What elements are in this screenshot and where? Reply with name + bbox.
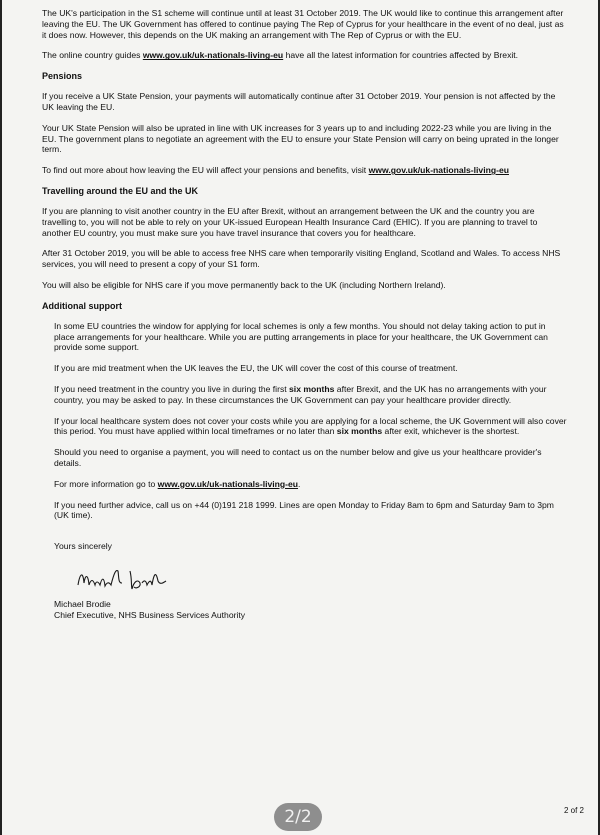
support-paragraph-6 xyxy=(54,479,568,490)
support-paragraph-1: In some EU countries the window for applying for local schemes is only a few months. You should not delay taking action to put in place arrangements for your healthcare. While you are putting arrangements in place for your healthcare, the UK Government can provide some support. xyxy=(54,320,548,353)
signoff: Yours sincerely xyxy=(54,541,112,552)
travel-paragraph-2: After 31 October 2019, you will be able to access free NHS care when temporarily visiting England, Scotland and Wales. To access NHS services, you will need to present a copy of your S1 form. xyxy=(42,248,561,270)
text: have all the latest information for countries affected by Brexit. xyxy=(283,50,519,61)
support-paragraph-7: If you need further advice, call us on +44 (0)191 218 1999. Lines are open Monday to Friday 8am to 6pm and Saturday 9am to 3pm (UK time). xyxy=(54,499,554,521)
text: after Brexit, and the UK has no arrangements with your country, you may be asked to pay. In these circumstances the UK Government can pay your healthcare provider directly. xyxy=(54,383,547,405)
pensions-heading: Pensions xyxy=(42,71,83,82)
pension-paragraph-2: Your UK State Pension will also be uprated in line with UK increases for 3 years up to and including 2022-23 while you are living in the EU. The government plans to negotiate an agreement with the EU to ensure your State Pension will carry on being uprated in the longer term. xyxy=(42,122,559,155)
travel-paragraph-1: If you are planning to visit another country in the EU after Brexit, without an arrangement between the UK and the country you are travelling to, you will not be able to rely on your UK-issued European Health Insurance Card (EHIC). If you are planning to travel to another EU country, you must make sure you have travel insurance that covers you for healthcare. xyxy=(42,205,538,238)
signature-area xyxy=(54,561,568,599)
text: If you need treatment in the country you live in during the first xyxy=(54,383,290,394)
letter-page xyxy=(2,0,598,835)
guides-link[interactable]: www.gov.uk/uk-nationals-living-eu xyxy=(142,50,284,61)
emphasis: six months xyxy=(336,426,383,437)
support-section xyxy=(42,321,568,621)
sender-name: Michael Brodie xyxy=(54,599,111,610)
text: . xyxy=(298,478,301,489)
sender-title: Chief Executive, NHS Business Services Authority xyxy=(54,610,246,621)
text: The online country guides xyxy=(42,50,143,61)
handwritten-signature xyxy=(74,563,184,597)
support-paragraph-4 xyxy=(54,416,568,438)
support-heading: Additional support xyxy=(42,300,122,311)
support-paragraph-5: Should you need to organise a payment, you will need to contact us on the number below and give us your healthcare provider's details. xyxy=(54,447,542,468)
travel-heading: Travelling around the EU and the UK xyxy=(42,185,199,196)
emphasis: six months xyxy=(289,383,335,394)
page-number: 2 of 2 xyxy=(563,806,584,815)
text: If your local healthcare system does not cover your costs while you are applying for a local scheme, the UK Government will also cover this period. You must have applied within local timeframes or no later than xyxy=(54,415,567,437)
page-indicator: 2/2 xyxy=(274,803,322,831)
pension-link[interactable]: www.gov.uk/uk-nationals-living-eu xyxy=(368,165,509,176)
pension-paragraph-3 xyxy=(42,165,568,176)
more-info-link[interactable]: www.gov.uk/uk-nationals-living-eu xyxy=(157,478,299,489)
text: For more information go to xyxy=(54,478,158,489)
support-paragraph-3 xyxy=(54,384,568,406)
s1-paragraph: The UK's participation in the S1 scheme will continue until at least 31 October 2019. The UK would like to continue this arrangement after leaving the EU. The UK Government has offered to continue paying The Rep of Cyprus for your healthcare in the event of no deal, just as it does now. However, this depends on the UK making an arrangement with The Rep of Cyprus or with the EU. xyxy=(42,8,564,40)
pension-paragraph-1: If you receive a UK State Pension, your payments will automatically continue after 31 October 2019. Your pension is not affected by the UK leaving the EU. xyxy=(42,91,556,112)
text: after exit, whichever is the shortest. xyxy=(382,426,520,437)
country-guides-paragraph xyxy=(42,50,568,61)
support-paragraph-2: If you are mid treatment when the UK leaves the EU, the UK will cover the cost of this course of treatment. xyxy=(54,363,458,374)
travel-paragraph-3: You will also be eligible for NHS care if you move permanently back to the UK (including Northern Ireland). xyxy=(42,279,446,290)
text: To find out more about how leaving the EU will affect your pensions and benefits, visit xyxy=(42,165,369,176)
